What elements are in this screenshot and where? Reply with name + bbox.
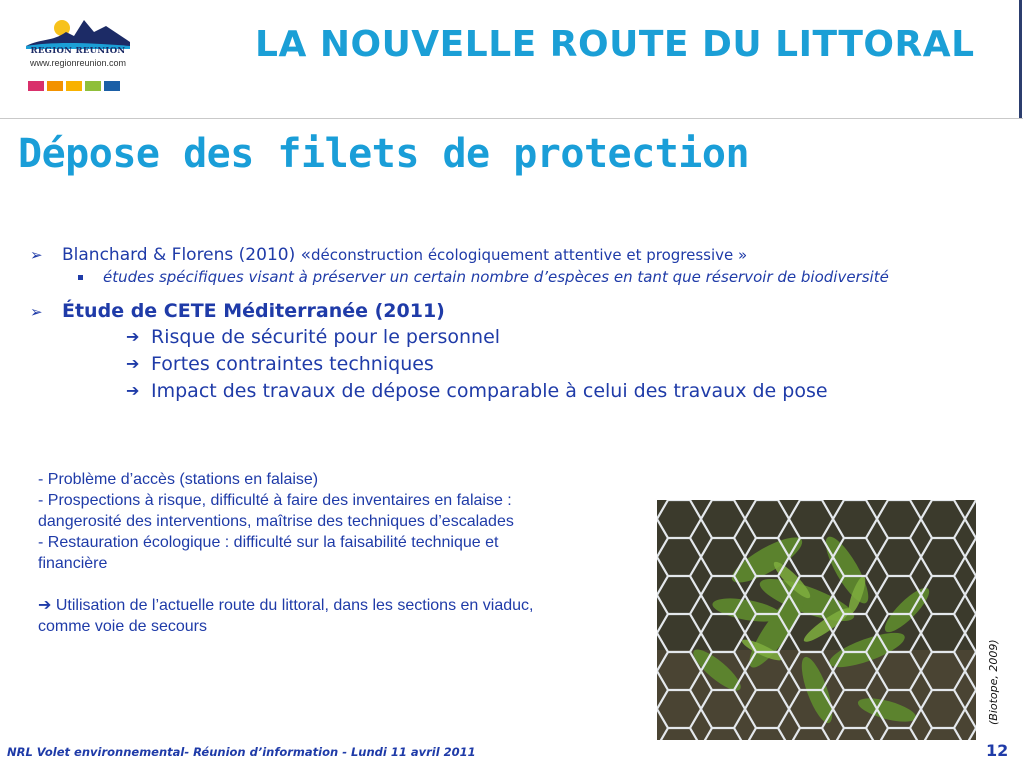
logo-color-squares [28,76,123,95]
logo-name: REGION REUNION [30,46,126,56]
logo-square [66,81,82,91]
right-arrow-icon: ➔ [126,327,140,346]
constraint-line: - Problème d’accès (stations en falaise) [38,471,319,488]
slide-title: Dépose des filets de protection [18,131,750,177]
arrow-item [30,351,1005,377]
right-arrow-icon: ➔ [126,354,140,373]
footer-text: NRL Volet environnemental- Réunion d’information - Lundi 11 avril 2011 [7,745,476,759]
arrow-item-text: Risque de sécurité pour le personnel [151,326,501,348]
page-number: 12 [986,741,1009,760]
logo-square [28,81,44,91]
arrowhead-bullet-icon: ➢ [30,246,43,264]
bullet-cete [30,299,1005,323]
banner-title: LA NOUVELLE ROUTE DU LITTORAL [255,24,975,65]
constraints-text [38,469,558,637]
bullet-blanchard [30,244,1005,266]
bullet-heading: Étude de CETE Méditerranée (2011) [62,300,445,322]
photo-caption: (Biotope, 2009) [987,639,1000,725]
right-arrow-icon: ➔ [38,597,52,614]
right-arrow-icon: ➔ [126,381,140,400]
constraint-line: - Prospections à risque, difficulté à faire des inventaires en falaise : dangerosité des interventions, maîtrise des techniques d’escalades [38,492,514,530]
arrow-item-text: Impact des travaux de dépose comparable à celui des travaux de pose [151,380,828,402]
arrowhead-bullet-icon: ➢ [30,303,43,321]
sub-bullet [30,269,1005,286]
region-reunion-logo [22,12,134,92]
conclusion-text: Utilisation de l’actuelle route du littoral, dans les sections en viaduc, comme voie de secours [38,597,534,635]
arrow-item [30,324,1005,350]
bullet-list [30,244,1005,404]
logo-square [104,81,120,91]
conclusion-line [38,595,558,637]
arrow-item-text: Fortes contraintes techniques [151,353,434,375]
bullet-quote: déconstruction écologiquement attentive et progressive » [311,246,748,264]
slide-header [0,0,1023,119]
logo-square [85,81,101,91]
protection-net-photo [657,500,976,740]
sub-bullet-text: études spécifiques visant à préserver un certain nombre d’espèces en tant que réservoir de biodiversité [103,268,889,286]
arrow-item [30,378,1005,404]
logo-square [47,81,63,91]
header-divider [1019,0,1022,118]
logo-url: www.regionreunion.com [29,58,127,68]
constraint-line: - Restauration écologique : difficulté sur la faisabilité technique et financière [38,534,499,572]
bullet-lead: Blanchard & Florens (2010) « [62,245,312,265]
square-bullet-icon [78,275,83,280]
